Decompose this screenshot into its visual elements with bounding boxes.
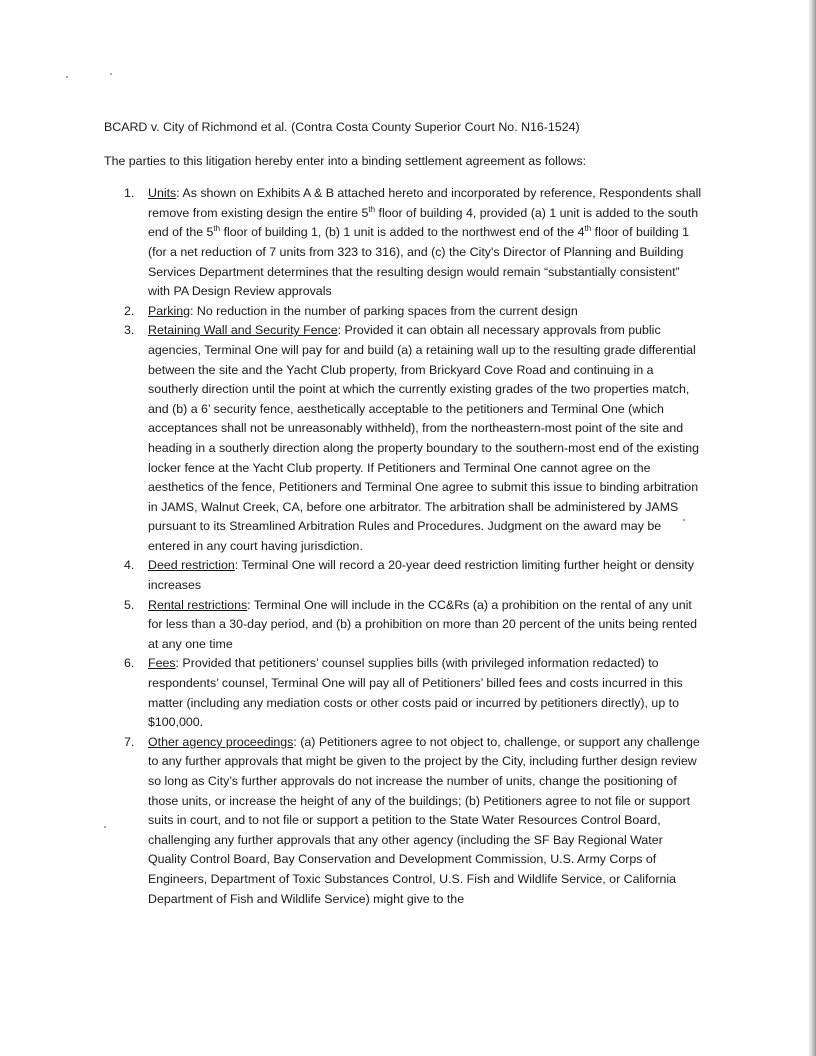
list-item (104, 654, 704, 732)
list-item (104, 321, 704, 556)
item-text: floor of building 4, provided (a) 1 unit is added to the south end of the 5 (148, 205, 699, 240)
item-text: floor of building 1, (b) 1 unit is added to the northwest end of the 4 (220, 225, 585, 240)
ordinal-suffix: th (584, 224, 592, 234)
scan-edge-shadow (808, 0, 816, 1056)
item-text: : Provided that petitioners’ counsel supplies bills (with privileged information redacted) to respondents’ counsel, Terminal One will pay all of Petitioners’ billed fees and costs incurred in this matter (including any mediation costs or other costs paid or incurred by petitioners directly), up to $100,000. (148, 656, 683, 730)
scan-speck (110, 73, 112, 75)
item-number: 5. (124, 597, 135, 612)
document-page (104, 118, 704, 909)
ordinal-suffix: th (368, 204, 376, 214)
item-heading-units: Units (148, 186, 177, 201)
item-heading-deed-restriction: Deed restriction (148, 558, 235, 573)
item-number: 3. (124, 323, 135, 338)
item-heading-rental-restrictions: Rental restrictions (148, 597, 248, 612)
item-number: 2. (124, 303, 135, 318)
list-item (104, 556, 704, 595)
case-title: BCARD v. City of Richmond et al. (Contra Costa County Superior Court No. N16-1524) (104, 120, 580, 134)
item-text: : No reduction in the number of parking spaces from the current design (190, 303, 578, 318)
item-text: : Terminal One will include in the CC&Rs (a) a prohibition on the rental of any unit for less than a 30-day period, and (b) a prohibition on more than 20 percent of the units being rented at any one time (148, 597, 697, 651)
settlement-terms-list (104, 184, 704, 909)
item-text: : As shown on Exhibits A & B attached hereto and incorporated by reference, Respondents shall remove from existing design the entire 5 (148, 186, 702, 220)
item-text: : (a) Petitioners agree to not object to, challenge, or support any challenge to any further approvals that might be given to the project by the City, including further design review so long as City’s further approvals do not increase the number of units, change the positioning of those units, or increase the height of any of the buildings; (b) Petitioners agree to not file or support suits in court, and to not file or support a petition to the State Water Resources Control Board, challenging any further approvals that any other agency (including the SF Bay Regional Water Quality Control Board, Bay Conservation and Development Commission, U.S. Army Corps of Engineers, Department of Toxic Substances Control, U.S. Fish and Wildlife Service, or California Department of Fish and Wildlife Service) might give to the (148, 734, 700, 906)
item-text: : Provided it can obtain all necessary approvals from public agencies, Terminal One will pay for and build (a) a retaining wall up to the resulting grade differential between the site and the Yacht Club property, from Brickyard Cove Road and continuing in a southerly direction until the point at which the currently existing grades of the two properties match, and (b) a 6’ security fence, aesthetically acceptable to the petitioners and Terminal One (which acceptances shall not be unreasonably withheld), from the northeastern-most point of the site and heading in a southerly direction along the property boundary to the southern-most end of the existing locker fence at the Yacht Club property. If Petitioners and Terminal One cannot agree on the aesthetics of the fence, Petitioners and Terminal One agree to submit this issue to binding arbitration in JAMS, Walnut Creek, CA, before one arbitrator. The arbitration shall be administered by JAMS pursuant to its Streamlined Arbitration Rules and Procedures. Judgment on the award may be entered in any court having jurisdiction. (148, 323, 700, 553)
intro-paragraph: The parties to this litigation hereby enter into a binding settlement agreement as follows: (104, 153, 587, 168)
item-heading-parking: Parking (148, 303, 191, 318)
item-number: 6. (124, 656, 135, 671)
list-item (104, 302, 704, 322)
list-item (104, 596, 704, 655)
scan-speck (66, 76, 68, 78)
item-heading-fees: Fees (148, 656, 176, 671)
item-heading-retaining-wall: Retaining Wall and Security Fence (148, 323, 338, 338)
item-number: 7. (124, 734, 135, 749)
item-text: floor of building 1 (for a net reduction of 7 units from 323 to 316), and (c) the City's Director of Planning and Building Services Department determines that the resulting design would remain “substantially consistent” with PA Design Review approvals (148, 225, 689, 299)
list-item (104, 184, 704, 302)
item-number: 4. (124, 558, 135, 573)
list-item (104, 733, 704, 909)
item-number: 1. (124, 186, 135, 201)
item-heading-other-agency: Other agency proceedings (148, 734, 294, 749)
item-text: : Terminal One will record a 20-year deed restriction limiting further height or density increases (148, 558, 694, 593)
ordinal-suffix: th (213, 224, 221, 234)
